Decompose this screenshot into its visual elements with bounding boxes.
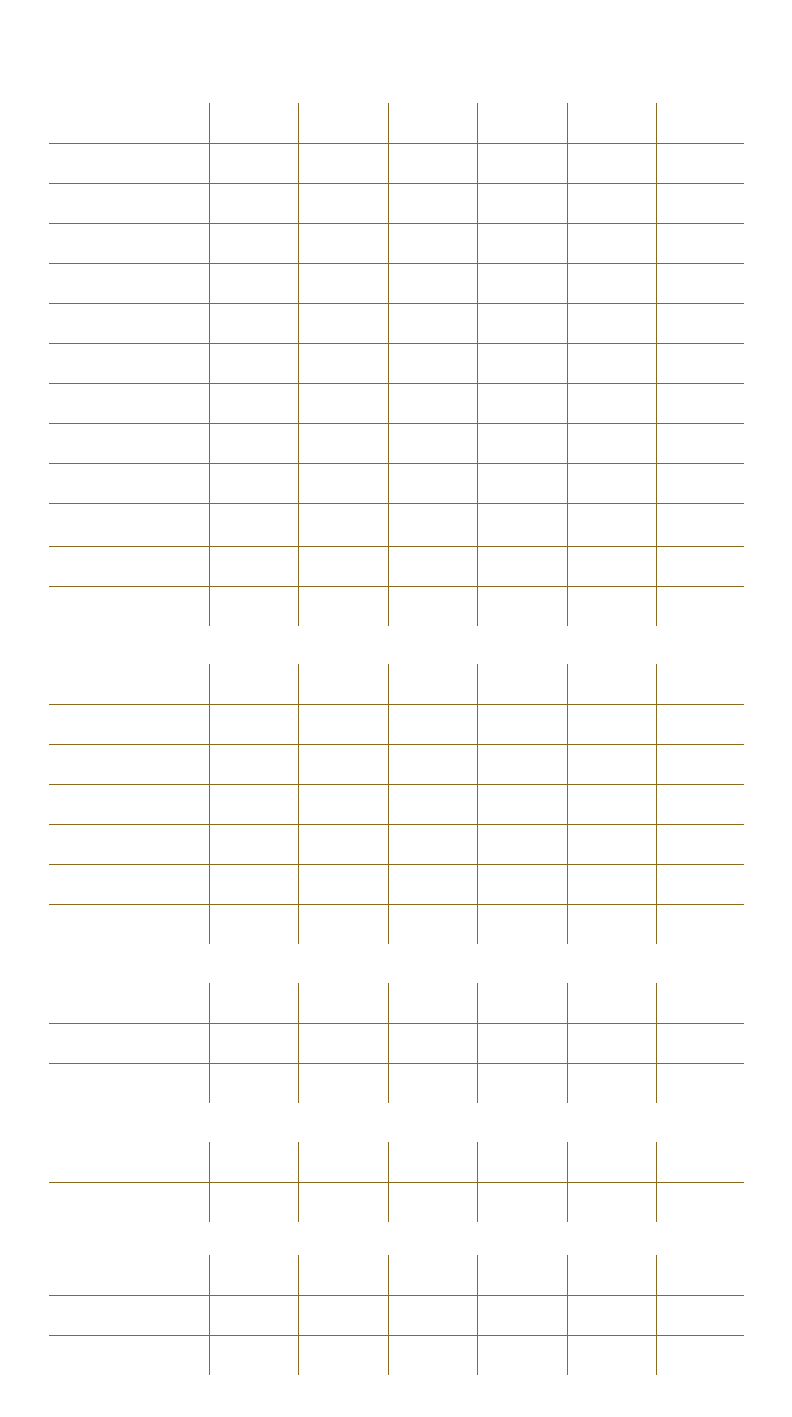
column-rule bbox=[567, 1255, 568, 1375]
column-rule bbox=[209, 664, 210, 944]
row-rule bbox=[49, 383, 744, 384]
row-rule bbox=[49, 864, 744, 865]
column-rule bbox=[298, 664, 299, 944]
ruled-table-4 bbox=[0, 1142, 792, 1222]
row-rule bbox=[49, 423, 744, 424]
row-rule bbox=[49, 744, 744, 745]
column-rule bbox=[477, 664, 478, 944]
row-rule bbox=[49, 1335, 744, 1336]
row-rule bbox=[49, 904, 744, 905]
column-rule bbox=[477, 1255, 478, 1375]
row-rule bbox=[49, 1295, 744, 1296]
row-rule bbox=[49, 223, 744, 224]
column-rule bbox=[656, 103, 657, 626]
column-rule bbox=[477, 1142, 478, 1222]
ruled-table-5 bbox=[0, 1255, 792, 1375]
column-rule bbox=[477, 983, 478, 1103]
row-rule bbox=[49, 784, 744, 785]
column-rule bbox=[477, 103, 478, 626]
row-rule bbox=[49, 343, 744, 344]
column-rule bbox=[388, 983, 389, 1103]
row-rule bbox=[49, 1182, 744, 1183]
row-rule bbox=[49, 183, 744, 184]
row-rule bbox=[49, 143, 744, 144]
row-rule bbox=[49, 824, 744, 825]
ruled-table-1 bbox=[0, 103, 792, 626]
column-rule bbox=[209, 1142, 210, 1222]
column-rule bbox=[209, 983, 210, 1103]
column-rule bbox=[209, 1255, 210, 1375]
column-rule bbox=[656, 664, 657, 944]
column-rule bbox=[567, 103, 568, 626]
column-rule bbox=[567, 664, 568, 944]
column-rule bbox=[656, 1142, 657, 1222]
ruled-table-3 bbox=[0, 983, 792, 1103]
row-rule bbox=[49, 503, 744, 504]
column-rule bbox=[656, 983, 657, 1103]
row-rule bbox=[49, 263, 744, 264]
row-rule bbox=[49, 1023, 744, 1024]
column-rule bbox=[567, 1142, 568, 1222]
row-rule bbox=[49, 586, 744, 587]
column-rule bbox=[388, 103, 389, 626]
row-rule bbox=[49, 303, 744, 304]
column-rule bbox=[298, 1142, 299, 1222]
column-rule bbox=[388, 664, 389, 944]
column-rule bbox=[656, 1255, 657, 1375]
row-rule bbox=[49, 704, 744, 705]
column-rule bbox=[209, 103, 210, 626]
column-rule bbox=[388, 1255, 389, 1375]
column-rule bbox=[298, 103, 299, 626]
row-rule bbox=[49, 1063, 744, 1064]
row-rule bbox=[49, 463, 744, 464]
ruled-table-2 bbox=[0, 664, 792, 944]
column-rule bbox=[298, 1255, 299, 1375]
row-rule bbox=[49, 546, 744, 547]
column-rule bbox=[388, 1142, 389, 1222]
column-rule bbox=[298, 983, 299, 1103]
column-rule bbox=[567, 983, 568, 1103]
